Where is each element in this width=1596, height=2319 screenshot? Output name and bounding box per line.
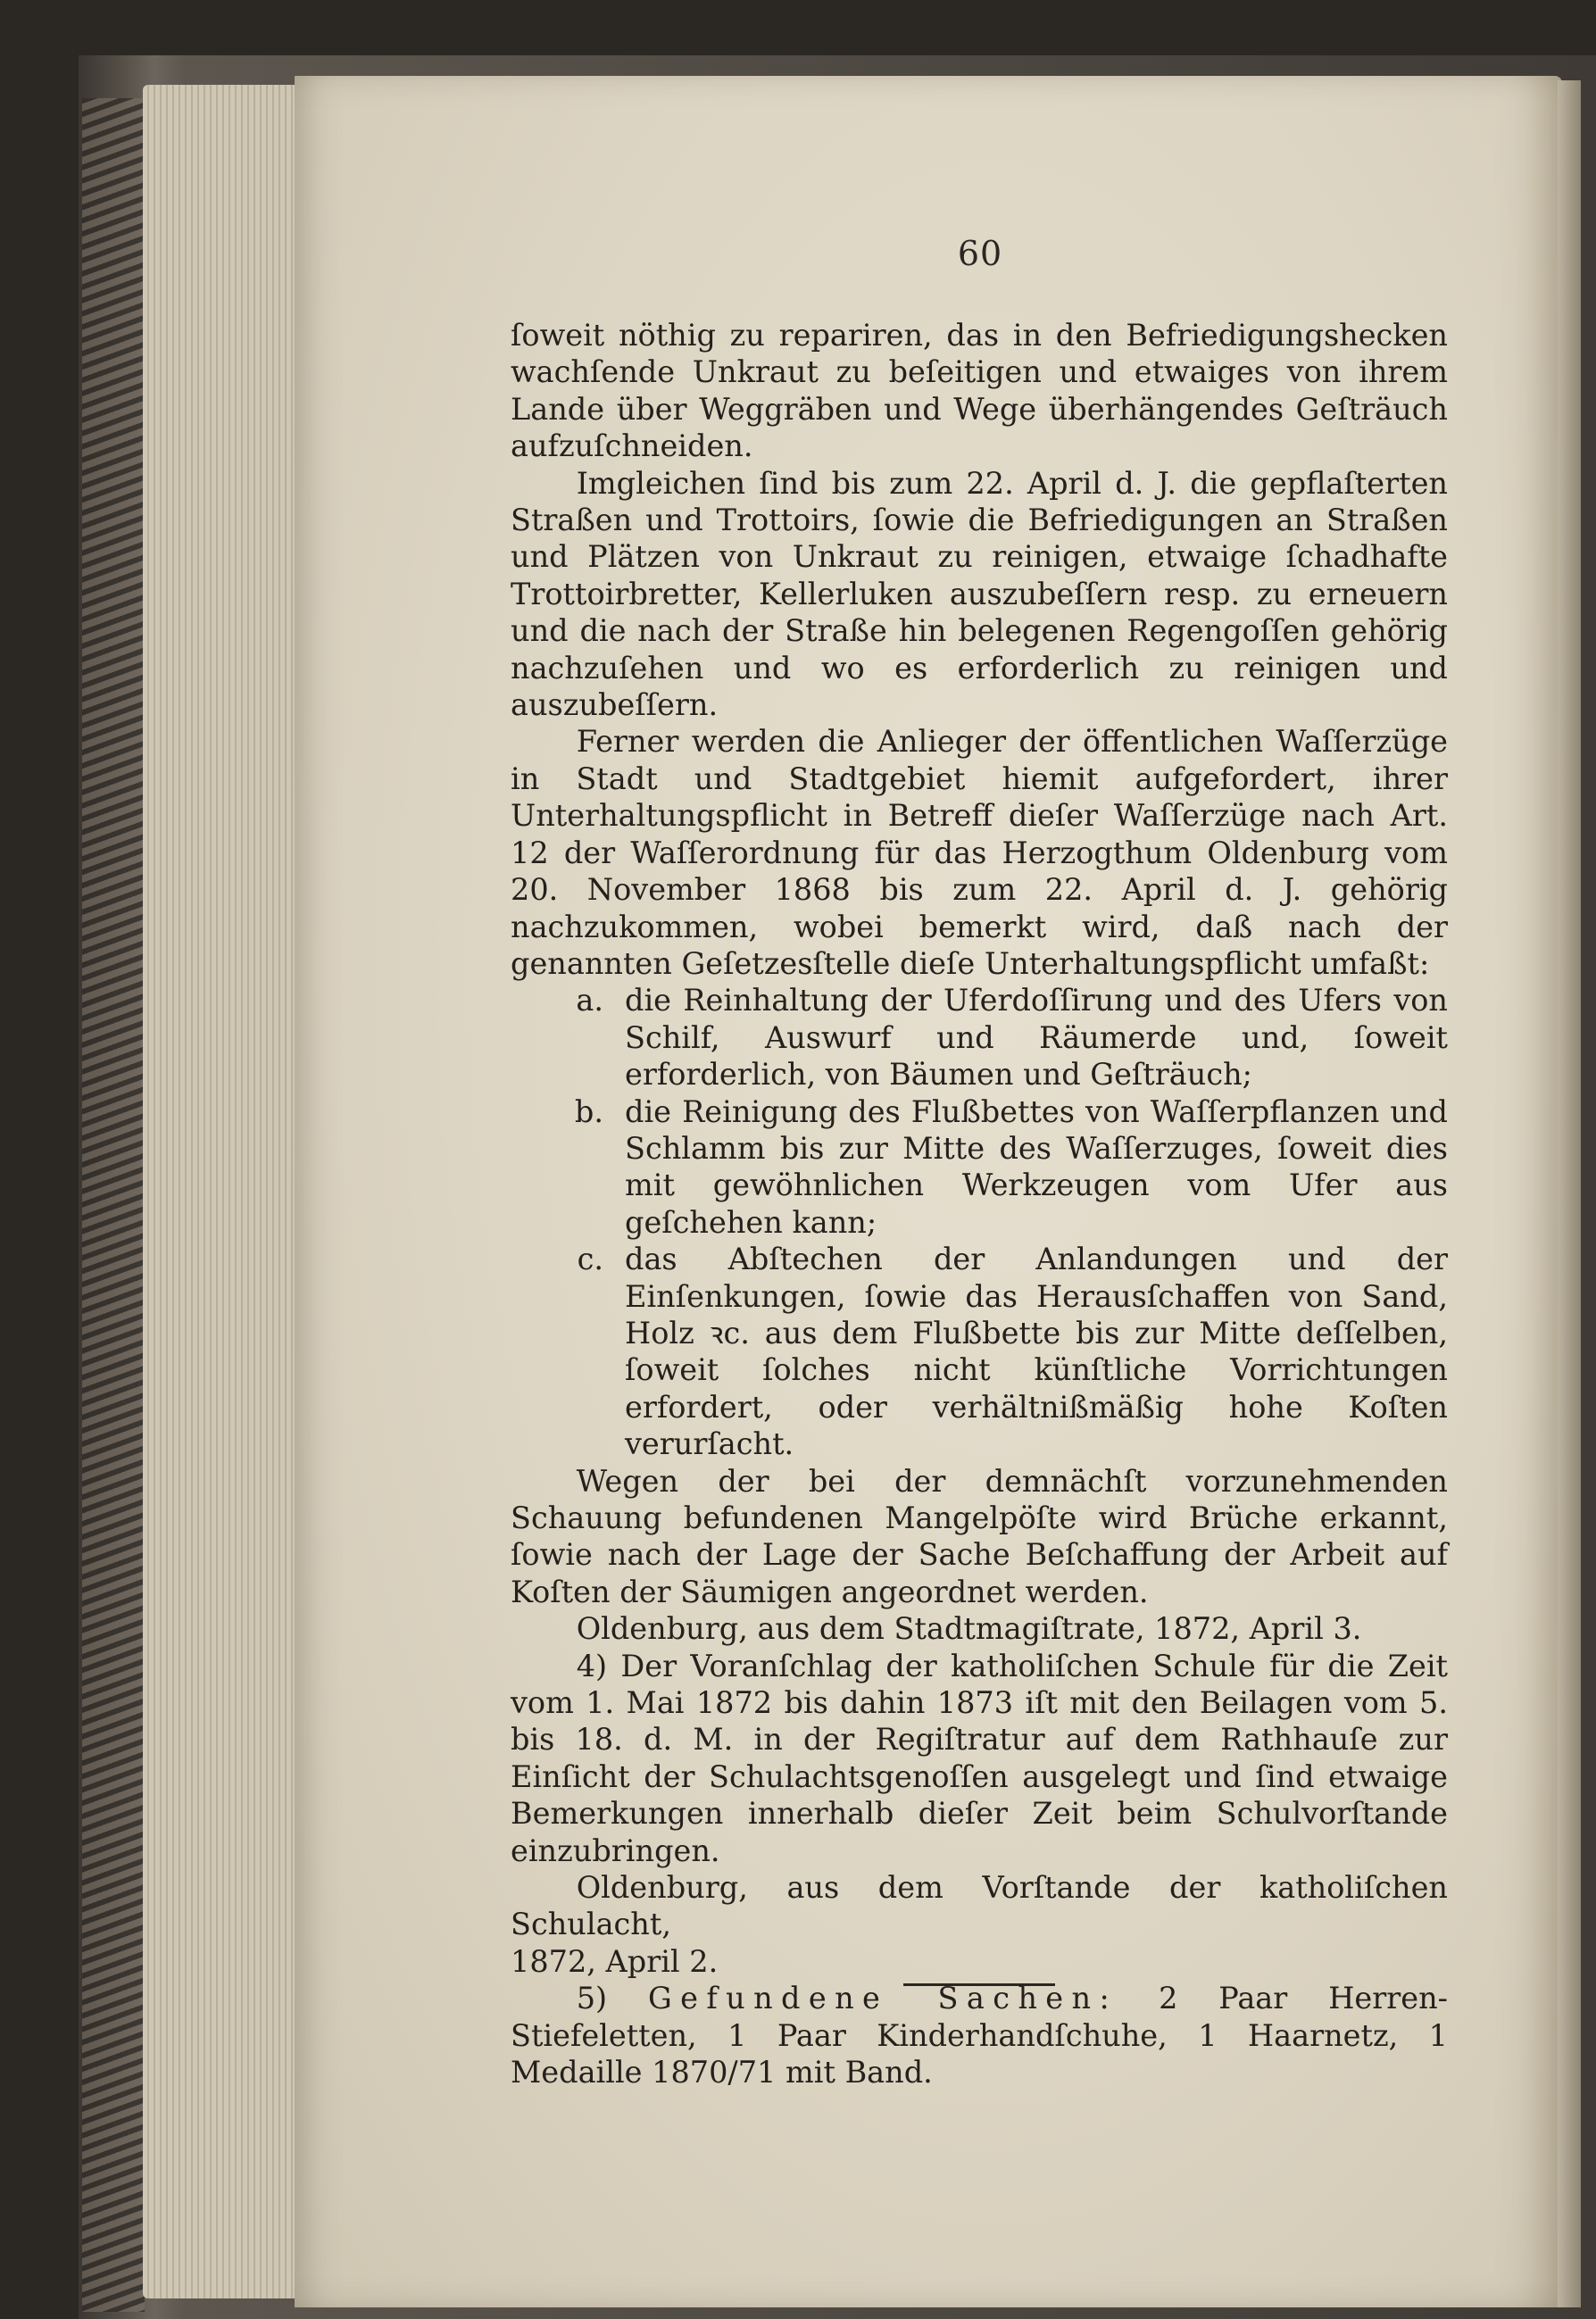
page-number: 60 xyxy=(957,234,1003,273)
signature-school-board: Oldenburg, aus dem Vorſtande der katholiſchen Schulacht, xyxy=(511,1870,1448,1942)
list-letter: c. xyxy=(577,1242,603,1277)
section-5-heading: Gefundene Sachen: xyxy=(648,1981,1118,2016)
list-item-b xyxy=(511,1093,1448,1242)
paragraph-streets: Imgleichen ſind bis zum 22. April d. J. die gepflaſterten Straßen und Trottoirs, ſowie die Befriedigungen an Straßen und Plätzen von Unkraut zu reinigen, etwaige ſchadhafte Trottoirbretter, Kellerluken auszubeſſern resp. zu erneuern und die nach der Straße hin belegenen Regengoſſen gehörig nachzuſehen und wo es erforderlich zu reinigen und auszubeſſern. xyxy=(511,465,1448,723)
list-item-c xyxy=(511,1241,1448,1462)
signature-magistrate: Oldenburg, aus dem Stadtmagiſtrate, 1872, April 3. xyxy=(576,1611,1362,1647)
signature-school-board-date: 1872, April 2. xyxy=(511,1943,719,1979)
page-text xyxy=(511,317,1448,2091)
paragraph-penalty: Wegen der bei der demnächſt vorzunehmenden Schauung befundenen Mangelpöſte wird Brüche erkannt, ſowie nach der Lage der Sache Beſchaffung der Arbeit auf Koſten der Säumigen angeordnet werden. xyxy=(511,1463,1448,1609)
list-text: die Reinhaltung der Uferdoſſirung und des Ufers von Schilf, Auswurf und Räumerde und, ſoweit erforderlich, von Bäumen und Geſträuch; xyxy=(625,983,1448,1093)
list-letter: b. xyxy=(574,1093,603,1129)
cover-marbled-edge xyxy=(82,98,145,2312)
section-divider xyxy=(903,1983,1055,1986)
section-5-number: 5) xyxy=(576,1981,608,2016)
section-5-text: 2 Paar Herren-Stiefeletten, 1 Paar Kinderhandſchuhe, 1 Haarnetz, 1 Medaille 1870/71 mit Band. xyxy=(511,1981,1448,2090)
list-item-a xyxy=(511,982,1448,1093)
section-5-found-items xyxy=(511,1980,1448,2090)
list-letter: a. xyxy=(576,983,603,1018)
list-text: die Reinigung des Flußbettes von Waſſerpflanzen und Schlamm bis zur Mitte des Waſſerzuges, ſoweit dies mit gewöhnlichen Werkzeugen vom Ufer aus geſchehen kann; xyxy=(625,1093,1448,1240)
paragraph-continuation: ſoweit nöthig zu repariren, das in den Befriedigungshecken wachſende Unkraut zu beſeitigen und etwaiges von ihrem Lande über Weggräben und Wege überhängendes Geſträuch aufzuſchneiden. xyxy=(511,318,1448,464)
paragraph-waterways: Ferner werden die Anlieger der öffentlichen Waſſerzüge in Stadt und Stadtgebiet hiemit aufgefordert, ihrer Unterhaltungspflicht in Betreff dieſer Waſſerzüge nach Art. 12 der Waſſerordnung für das Herzogthum Oldenburg vom 20. November 1868 bis zum 22. April d. J. gehörig nachzukommen, wobei bemerkt wird, daß nach der genannten Geſetzesſtelle dieſe Unterhaltungspflicht umfaßt: xyxy=(511,724,1448,981)
list-text: das Abſtechen der Anlandungen und der Einſenkungen, ſowie das Herausſchaffen von Sand, Holz ꝛc. aus dem Flußbette bis zur Mitte deſſelben, ſoweit ſolches nicht künſtliche Vorrichtungen erfordert, oder verhältnißmäßig hohe Koſten verurſacht. xyxy=(625,1242,1448,1462)
section-4-school-budget: 4) Der Voranſchlag der katholiſchen Schule für die Zeit vom 1. Mai 1872 bis dahin 1873 iſt mit den Beilagen vom 5. bis 18. d. M. in der Regiſtratur auf dem Rathhauſe zur Einſicht der Schulachtsgenoſſen ausgelegt und ſind etwaige Bemerkungen innerhalb dieſer Zeit beim Schulvorſtande einzubringen. xyxy=(511,1648,1448,1868)
page-right-edge xyxy=(1558,80,1581,2307)
